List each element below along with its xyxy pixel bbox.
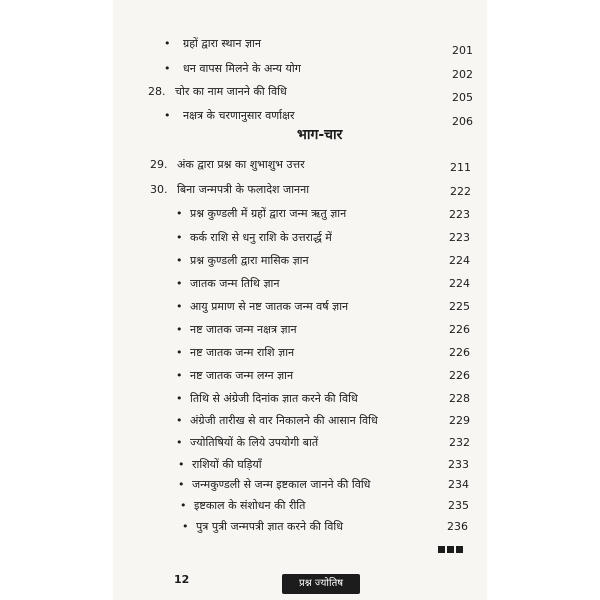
bullet-14: • <box>176 369 183 382</box>
section-heading: भाग-चार <box>297 127 343 143</box>
footer-book-title: प्रश्न ज्योतिष <box>282 574 360 594</box>
bullet-1: • <box>164 37 171 50</box>
toc-entry-17: ज्योतिषियों के लिये उपयोगी बातें <box>190 436 319 449</box>
page-number-18: 233 <box>448 458 469 471</box>
page-number-2: 202 <box>452 68 473 81</box>
toc-entry-21: पुत्र पुत्री जन्मपत्री ज्ञात करने की विधि <box>196 520 343 533</box>
toc-entry-10: जातक जन्म तिथि ज्ञान <box>190 277 280 290</box>
bullet-17: • <box>176 436 183 449</box>
toc-entry-9: प्रश्न कुण्डली द्वारा मासिक ज्ञान <box>190 254 309 267</box>
bullet-13: • <box>176 346 183 359</box>
bullet-9: • <box>176 254 183 267</box>
bullet-12: • <box>176 323 183 336</box>
bullet-11: • <box>176 300 183 313</box>
toc-entry-12: नष्ट जातक जन्म नक्षत्र ज्ञान <box>190 323 297 336</box>
bullet-20: • <box>180 499 187 512</box>
bullet-18: • <box>178 458 185 471</box>
page-number-19: 234 <box>448 478 469 491</box>
page-number-20: 235 <box>448 499 469 512</box>
page-number-9: 224 <box>449 254 470 267</box>
toc-entry-5: अंक द्वारा प्रश्न का शुभाशुभ उत्तर <box>177 158 305 171</box>
end-marker <box>438 538 465 557</box>
toc-entry-8: कर्क राशि से धनु राशि के उत्तरार्द्ध में <box>190 231 332 244</box>
toc-entry-4: नक्षत्र के चरणानुसार वर्णाक्षर <box>183 109 295 122</box>
page-number-11: 225 <box>449 300 470 313</box>
entry-number-30: 30. <box>150 183 168 196</box>
page-number-10: 224 <box>449 277 470 290</box>
toc-entry-3: चोर का नाम जानने की विधि <box>175 85 287 98</box>
toc-entry-18: राशियों की घड़ियाँ <box>192 458 262 471</box>
bullet-7: • <box>176 207 183 220</box>
toc-entry-11: आयु प्रमाण से नष्ट जातक जन्म वर्ष ज्ञान <box>190 300 349 313</box>
toc-entry-13: नष्ट जातक जन्म राशि ज्ञान <box>190 346 295 359</box>
toc-entry-16: अंग्रेजी तारीख से वार निकालने की आसान विधि <box>190 414 378 427</box>
page-number-3: 205 <box>452 91 473 104</box>
bullet-15: • <box>176 392 183 405</box>
page-number-21: 236 <box>447 520 468 533</box>
page-number-6: 222 <box>450 185 471 198</box>
toc-entry-2: धन वापस मिलने के अन्य योग <box>183 62 301 75</box>
toc-entry-15: तिथि से अंग्रेजी दिनांक ज्ञात करने की विधि <box>190 392 358 405</box>
folio-page-number: 12 <box>174 573 190 586</box>
toc-entry-7: प्रश्न कुण्डली में ग्रहों द्वारा जन्म ऋतु ज्ञान <box>190 207 347 220</box>
page-number-1: 201 <box>452 44 473 57</box>
bullet-19: • <box>178 478 185 491</box>
toc-entry-1: ग्रहों द्वारा स्थान ज्ञान <box>183 37 261 50</box>
page-number-12: 226 <box>449 323 470 336</box>
page-number-4: 206 <box>452 115 473 128</box>
bullet-10: • <box>176 277 183 290</box>
page-number-15: 228 <box>449 392 470 405</box>
page-number-8: 223 <box>449 231 470 244</box>
page-number-5: 211 <box>450 161 471 174</box>
bullet-16: • <box>176 414 183 427</box>
entry-number-29: 29. <box>150 158 168 171</box>
bullet-2: • <box>164 62 171 75</box>
bullet-8: • <box>176 231 183 244</box>
toc-entry-6: बिना जन्मपत्री के फलादेश जानना <box>177 183 310 196</box>
page-number-16: 229 <box>449 414 470 427</box>
bullet-4: • <box>164 109 171 122</box>
page-number-7: 223 <box>449 208 470 221</box>
page-number-13: 226 <box>449 346 470 359</box>
toc-entry-14: नष्ट जातक जन्म लग्न ज्ञान <box>190 369 294 382</box>
page-number-14: 226 <box>449 369 470 382</box>
toc-entry-20: इष्टकाल के संशोधन की रीति <box>194 499 306 512</box>
page-number-17: 232 <box>449 436 470 449</box>
entry-number-28: 28. <box>148 85 166 98</box>
toc-entry-19: जन्मकुण्डली से जन्म इष्टकाल जानने की विधि <box>192 478 371 491</box>
bullet-21: • <box>182 520 189 533</box>
